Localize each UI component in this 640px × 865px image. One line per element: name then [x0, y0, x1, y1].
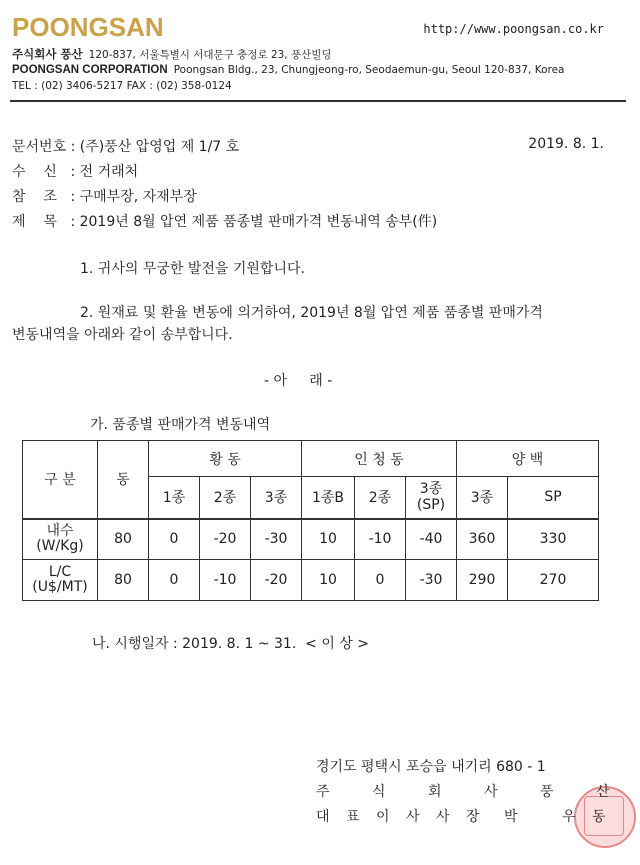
col-copper: 동 — [98, 441, 149, 519]
company-address: 경기도 평택시 포승읍 내기리 680 - 1 — [316, 759, 546, 775]
subject: : 2019년 8월 압연 제품 품종별 판매가격 변동내역 송부(件) — [70, 214, 438, 230]
sub-header: 3종 — [251, 477, 302, 519]
reference: : 구매부장, 자재부장 — [70, 189, 197, 205]
table-cell: -30 — [251, 519, 302, 560]
table-cell: 0 — [149, 560, 200, 601]
table-row-domestic — [23, 519, 599, 560]
sub-header: 3종 (SP) — [406, 477, 457, 519]
table-row-lc — [23, 560, 599, 601]
sig-char: 우 — [562, 809, 576, 825]
sig-char: 장 — [466, 809, 480, 825]
ceo-signature — [316, 806, 606, 826]
sig-char: 대 — [316, 809, 330, 825]
sig-char: 풍 — [540, 784, 554, 800]
group-phosphor-bronze: 인 청 동 — [302, 441, 457, 477]
reference-label: 참 조 — [12, 189, 57, 205]
row-label-name: L/C — [48, 564, 72, 580]
sig-char: 박 — [504, 809, 518, 825]
table-cell: 80 — [98, 560, 149, 601]
sub-header: 1종 — [149, 477, 200, 519]
col-category: 구 분 — [23, 441, 98, 519]
recipient-row — [12, 161, 138, 181]
sub-header: 3종 — [457, 477, 508, 519]
sig-char: 산 — [596, 784, 610, 800]
table-cell: 0 — [149, 519, 200, 560]
doc-number: : (주)풍산 압영업 제 1/7 호 — [70, 139, 240, 155]
english-company-name: POONGSAN CORPORATION — [12, 64, 168, 76]
sig-char: 사 — [436, 809, 450, 825]
doc-date: 2019. 8. 1. — [528, 136, 604, 152]
table-cell: 10 — [302, 519, 355, 560]
korean-address-line — [12, 46, 332, 62]
table-cell: -40 — [406, 519, 457, 560]
group-brass: 황 동 — [149, 441, 302, 477]
recipient: : 전 거래처 — [70, 164, 139, 180]
table-cell: -30 — [406, 560, 457, 601]
table-cell: -20 — [200, 519, 251, 560]
table-cell: 10 — [302, 560, 355, 601]
price-change-table — [22, 440, 599, 601]
sub-header: 2종 — [200, 477, 251, 519]
english-address-line — [12, 64, 564, 76]
sig-char: 동 — [592, 809, 606, 825]
table-cell: 270 — [508, 560, 599, 601]
company-name-signature — [316, 781, 610, 801]
recipient-label: 수 신 — [12, 164, 57, 180]
sig-char: 사 — [484, 784, 498, 800]
korean-company-label: 주식회사 풍산 — [12, 47, 83, 61]
table-cell: -10 — [355, 519, 406, 560]
subject-row — [12, 211, 437, 231]
subject-label: 제 목 — [12, 214, 57, 230]
sub-header: SP — [508, 477, 599, 519]
row-label-unit: (U$/MT) — [32, 579, 88, 595]
sig-char: 주 — [316, 784, 330, 800]
company-logo: POONGSAN — [12, 12, 164, 42]
header-divider — [10, 100, 626, 102]
sig-char: 표 — [346, 809, 360, 825]
sig-char: 이 — [376, 809, 390, 825]
korean-address: 120-837, 서울특별시 서대문구 충정로 23, 풍산빌딩 — [88, 49, 332, 61]
paragraph-1: 1. 귀사의 무궁한 발전을 기원합니다. — [80, 261, 305, 277]
table-cell: 0 — [355, 560, 406, 601]
paragraph-2-line-1: 2. 원재료 및 환율 변동에 의거하여, 2019년 8월 압연 제품 품종별 판매가격 — [80, 305, 543, 321]
row-label-name: 내수 — [46, 523, 74, 540]
row-label — [23, 560, 98, 601]
row-label — [23, 519, 98, 560]
table-cell: -20 — [251, 560, 302, 601]
reference-row — [12, 186, 197, 206]
section-a-title: 가. 품종별 판매가격 변동내역 — [90, 417, 271, 433]
table-cell: 330 — [508, 519, 599, 560]
group-nickel-silver: 양 백 — [457, 441, 599, 477]
sub-header: 2종 — [355, 477, 406, 519]
table-cell: 290 — [457, 560, 508, 601]
section-b-effective-date: 나. 시행일자 : 2019. 8. 1 ~ 31. < 이 상 > — [92, 636, 370, 652]
paragraph-2-line-2: 변동내역을 아래와 같이 송부합니다. — [12, 327, 233, 343]
english-address: Poongsan Bldg., 23, Chungjeong-ro, Seodaemun-gu, Seoul 120-837, Korea — [173, 64, 565, 76]
below-heading: - 아 래 - — [264, 373, 333, 389]
table-cell: 80 — [98, 519, 149, 560]
sig-char: 회 — [428, 784, 442, 800]
doc-number-label: 문서번호 — [12, 139, 67, 155]
table-cell: 360 — [457, 519, 508, 560]
sig-char: 식 — [372, 784, 386, 800]
sub-header: 1종B — [302, 477, 355, 519]
row-label-unit: (W/Kg) — [36, 538, 84, 555]
website-url[interactable]: http://www.poongsan.co.kr — [423, 22, 604, 36]
sig-char: 사 — [406, 809, 420, 825]
doc-number-row — [12, 136, 239, 156]
contact-line: TEL : (02) 3406-5217 FAX : (02) 358-0124 — [12, 80, 232, 92]
table-cell: -10 — [200, 560, 251, 601]
